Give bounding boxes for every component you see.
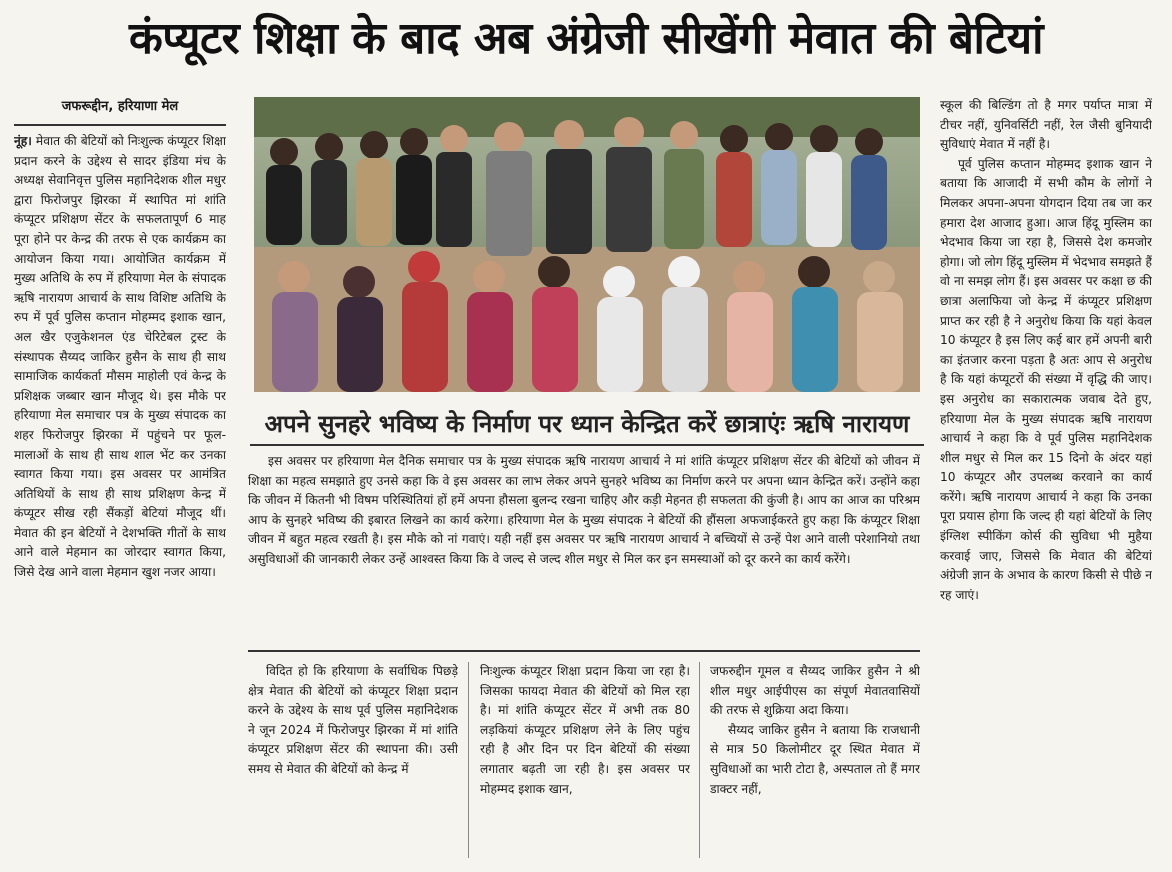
column-5 xyxy=(940,96,1152,866)
bottom-column-3-text-b: सैय्यद जाकिर हुसैन ने बताया कि राजधानी से मात्र 50 किलोमीटर दूर स्थित मेवात में सुविधाओं का भारी टोटा है, अस्पताल तो हैं मगर डाक्टर नहीं, xyxy=(710,722,920,796)
headline: कंप्यूटर शिक्षा के बाद अब अंग्रेजी सीखेंगी मेवात की बेटियां xyxy=(128,13,1044,64)
column-5-paragraph-2: पूर्व पुलिस कप्तान मोहम्मद इशाक खान ने बताया कि आजादी में सभी कौम के लोगों ने मिलकर अपना-अपना योगदान दिया तब जा कर हमारा देश आजाद हुआ। आज हिंदू मुस्लिम का भेदभाव किया जा रहा है, जिससे देश कमजोर होगा। जो लोग हिंदू मुस्लिम में भेदभाव समझते हैं वो ना समझ लोग हैं। इस अवसर पर कक्षा छ की छात्रा अलाफिया जो केन्द्र में कंप्यूटर प्रशिक्षण प्राप्त कर रही है ने अनुरोध किया कि यहां केवल 10 कंप्यूटर है इस लिए कई बार हमें अपनी बारी का इंतजार करना पड़ता है अतः आप से अनुरोध है कि यहां कंप्यूटरों की संख्या में वृद्धि की जाए। इस अनुरोध का सकारात्मक जवाब देते हुए, हरियाणा मेल के मुख्य संपादक ऋषि नारायण आचार्य ने कहा कि वे पूर्व पुलिस महानिदेशक शील मधुर से मिल कर 15 दिनो के अंदर यहां 10 कंप्यूटर और उपलब्ध करवाने का कार्य करेंगे। ऋषि नारायण आचार्य ने कहा कि उनका पूरा प्रयास होगा कि जल्द ही यहां बेटियों के लिए इंग्लिश स्पीकिंग कोर्स की सुविधा भी मुहैया करवाई जाए, जिससे कि मेवात की बेटियां अंग्रेजी ज्ञान के अभाव के कारण किसी से पीछे न रह जाएं। xyxy=(940,156,1152,602)
group-photo xyxy=(254,97,920,392)
bottom-column-1-text: विदित हो कि हरियाणा के सर्वाधिक पिछड़े क्षेत्र मेवात की बेटियों को कंप्यूटर शिक्षा प्रदान करने के उद्देश्य के साथ पूर्व पुलिस महानिदेशक ने जून 2024 में फिरोजपुर झिरका में मां शांति कंप्यूटर प्रशिक्षण सेंटर की स्थापना की। उसी समय से मेवात की बेटियों को केन्द्र में xyxy=(248,664,458,776)
subheadline: अपने सुनहरे भविष्य के निर्माण पर ध्यान केन्द्रित करें छात्राएंः ऋषि नारायण xyxy=(250,402,924,446)
bottom-column-1 xyxy=(248,662,458,862)
column-rule xyxy=(468,662,469,858)
column-1 xyxy=(14,96,226,866)
intro-text: मेवात की बेटियों को निःशुल्क कंप्यूटर शिक्षा प्रदान करने के उद्देश्य से सादर इंडिया मंच के अध्यक्ष सेवानिवृत्त पुलिस महानिदेशक शील मधुर द्वारा फिरोजपुर झिरका में स्थापित मां शांति कंप्यूटर प्रशिक्षण सेंटर के सफलतापूर्ण 6 माह पूरा होने पर केन्द्र की तरफ से एक कार्यक्रम का आयोजन किया गया। आयोजित कार्यक्रम में मुख्य अतिथि के रुप में हरियाणा मेल के संपादक ऋषि नारायण आचार्य के साथ विशिष्ट अतिथि के रुप में पूर्व पुलिस कप्तान मोहम्मद इशाक खान, अल खैर एजुकेशनल एंड चेरिटेबल ट्रस्ट के संस्थापक सैय्यद जाकिर हुसैन के साथ ही साथ सामाजिक कार्यकर्ता मौसम माहोली एवं केन्द्र के प्रशिक्षक जब्बार खान मौजूद थे। इस मौके पर हरियाणा मेल समाचार पत्र के मुख्य संपादक का शहर फिरोजपुर झिरका में पहुंचने पर फूल-मालाओं के साथ ही साथ शाल भेंट कर उनका स्वागत किया गया। इस अवसर पर आमंत्रित अतिथियों के साथ ही साथ प्रशिक्षण केन्द्र में कंप्यूटर सीख रही सैंकड़ों बेटियां मौजूद थीं। मेवात की इन बेटियों ने देशभक्ति गीतों के साथ आने वाले मेहमान का जोरदार स्वागत किया, जिसे देख आने वाला मेहमान खुश नजर आया। xyxy=(14,134,226,580)
main-story-text: इस अवसर पर हरियाणा मेल दैनिक समाचार पत्र के मुख्य संपादक ऋषि नारायण आचार्य ने मां शांति कंप्यूटर प्रशिक्षण सेंटर की बेटियों को जीवन में शिक्षा का महत्व समझाते हुए उनसे कहा कि वे इस अवसर का लाभ लेकर अपने सुनहरे भविष्य का निर्माण करने पर अपना ध्यान केन्द्रित करें। उन्होंने कहा कि जीवन में कितनी भी विषम परिस्थितियां हों हमें अपना हौसला बुलन्द रखना चाहिए और कड़ी मेहनत ही सफलता की कुंजी है। आप का आज का परिश्रम आप के सुनहरे भविष्य की इबारत लिखने का कार्य करेगा। हरियाणा मेल के मुख्य संपादक ने बेटियों की हौंसला अफजाईकरते हुए कहा कि कंप्यूटर शिक्षा जीवन में बहुत महत्व रखती है। इस मौके को नां गवाएं। यही नहीं इस अवसर पर ऋषि नारायण आचार्य ने बच्चियों से उन्हें पेश आने वाली परेशानियो तथा असुविधाओं की जानकारी लेकर उन्हें आश्वस्त किया कि वे जल्द से जल्द शील मधुर से मिल कर इन समस्याओं को दूर करने का कार्य करेंगे। xyxy=(248,454,920,566)
bottom-column-3-text-a: जफरुद्दीन गूमल व सैय्यद जाकिर हुसैन ने श्री शील मधुर आईपीएस का संपूर्ण मेवातवासियों की तरफ से शुक्रिया अदा किया। xyxy=(710,664,920,718)
bottom-column-2 xyxy=(480,662,690,862)
section-divider xyxy=(248,650,920,652)
bottom-column-2-text: निःशुल्क कंप्यूटर शिक्षा प्रदान किया जा रहा है। जिसका फायदा मेवात की बेटियों को मिल रहा है। मां शांति कंप्यूटर सेंटर में अभी तक 80 लड़कियां कंप्यूटर प्रशिक्षण लेने के लिए पहुंच रही है और दिन पर दिन बेटियों की संख्या लगातार बढ़ती जा रही है। इस अवसर पर मोहम्मद इशाक खान, xyxy=(480,664,690,796)
byline: जफरूद्दीन, हरियाणा मेल xyxy=(14,96,226,126)
dateline: नूंह। xyxy=(14,134,32,148)
main-story xyxy=(248,452,920,644)
column-5-paragraph-1: स्कूल की बिल्डिंग तो है मगर पर्याप्त मात्रा में टीचर नहीं, युनिवर्सिटी नहीं, रेल जैसी बुनियादी सुविधाएं मेवात में नहीं है। xyxy=(940,98,1152,152)
bottom-column-3 xyxy=(710,662,920,862)
intro-paragraph xyxy=(14,132,226,583)
group-photo-illustration xyxy=(254,97,920,392)
column-rule xyxy=(699,662,700,858)
